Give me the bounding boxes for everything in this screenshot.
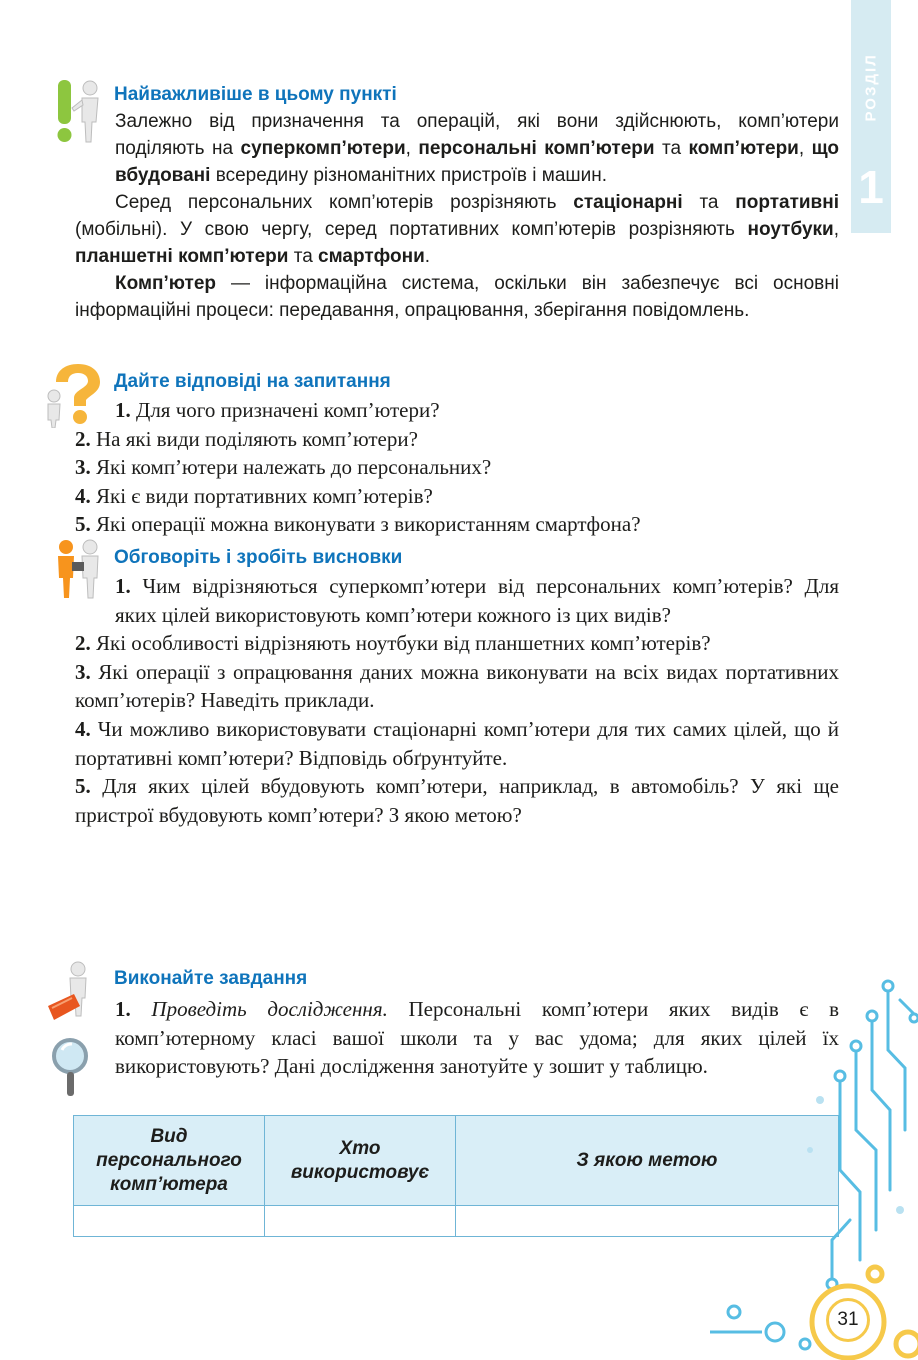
discuss-heading: Обговоріть і зробіть висновки [114, 547, 403, 568]
table-header-purpose: З якою метою [456, 1116, 839, 1206]
page-number: 31 [826, 1298, 870, 1342]
circuit-decoration [700, 960, 918, 1360]
table-cell [74, 1206, 265, 1237]
summary-paragraph-3: Комп’ютер — інформаційна система, оскільки він забезпечує всі основні інформаційні процеси: передавання, опрацювання, зберігання повідомлень. [75, 273, 839, 321]
discuss-item: 1. Чим відрізняються суперкомп’ютери від персональних комп’ютерів? Для яких цілей використовують комп’ютери кожного із цих видів? [115, 574, 840, 627]
discuss-item: 5. Для яких цілей вбудовують комп’ютери, наприклад, в автомобіль? У які ще пристрої вбудовують комп’ютери? З якою метою? [75, 774, 839, 827]
chapter-tab [851, 0, 891, 233]
question-item: 3. Які комп’ютери належать до персональних? [75, 455, 492, 480]
task-item: 1. Проведіть дослідження. Персональні комп’ютери яких видів є в комп’ютерному класі вашої школи та у вас удома; для яких цілей їх використовують? Дані дослідження занотуйте у зошит у таблицю. [115, 997, 840, 1079]
tasks-heading: Виконайте завдання [114, 968, 308, 989]
question-item: 5. Які операції можна виконувати з використанням смартфона? [75, 512, 641, 537]
magnifier-icon [48, 1036, 92, 1098]
questions-heading: Дайте відповіді на запитання [114, 371, 391, 392]
question-item: 4. Які є види портативних комп’ютерів? [75, 483, 433, 508]
table-header-type: Вид персонального комп’ютера [74, 1116, 265, 1206]
discuss-item: 4. Чи можливо використовувати стаціонарні комп’ютери для тих самих цілей, що й портативні комп’ютери? Відповідь обґрунтуйте. [75, 716, 839, 770]
discuss-list [75, 572, 839, 829]
summary-paragraph-1: Залежно від призначення та операцій, які вони здійснюють, комп’ютери поділяють на суперкомп’ютери, персональні комп’ютери та комп’ютери, що вбудовані всередину різноманітних пристроїв і машин. [115, 111, 839, 186]
task-figure-icon [44, 960, 106, 1024]
table-cell [265, 1206, 456, 1237]
discuss-item: 2. Які особливості відрізняють ноутбуки від планшетних комп’ютерів? [75, 631, 711, 656]
summary-text [75, 108, 839, 324]
chapter-tab-number: 1 [858, 161, 884, 213]
discuss-item: 3. Які операції з опрацювання даних можна виконувати на всіх видах портативних комп’ютерів? Наведіть приклади. [75, 659, 840, 713]
chapter-tab-label: РОЗДІЛ [862, 53, 880, 122]
questions-list [75, 396, 839, 539]
table-header-who: Хто використовує [265, 1116, 456, 1206]
question-item: 2. На які види поділяють комп’ютери? [75, 426, 418, 451]
question-item: 1. Для чого призначені комп’ютери? [115, 398, 440, 422]
summary-paragraph-2: Серед персональних комп’ютерів розрізняють стаціонарні та портативні (мобільні). У свою чергу, серед портативних комп’ютерів розрізняють ноутбуки, планшетні комп’ютери та смартфони. [75, 192, 839, 267]
summary-heading: Найважливіше в цьому пункті [114, 84, 397, 105]
